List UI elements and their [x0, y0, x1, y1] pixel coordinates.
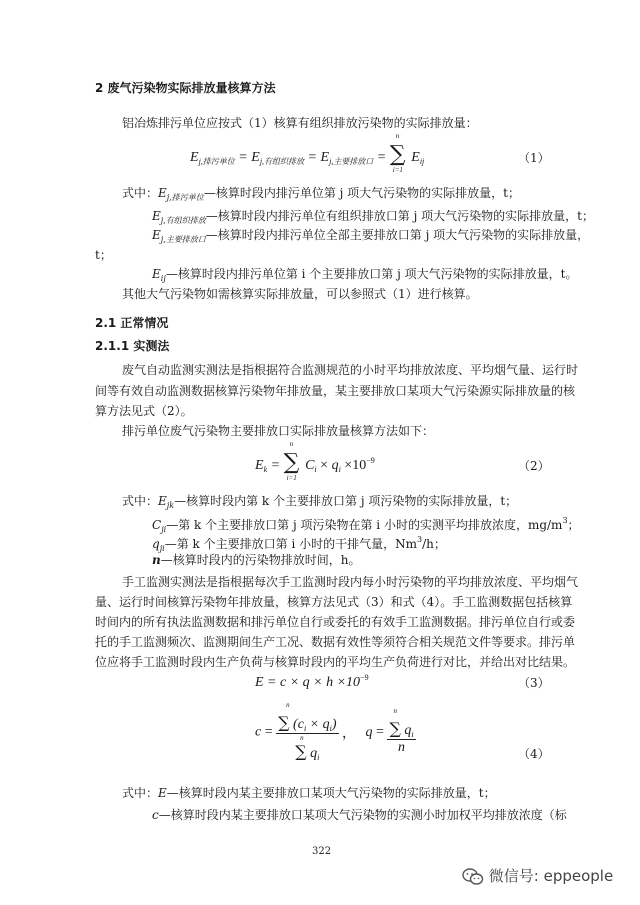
equation-2: $E_k$ = n ∑ i=1 $C_i \times q_i \times 10^{-9}$ [255, 440, 375, 482]
paragraph-3-line-4: 托的手工监测频次、监测期间生产工况、数据有效性等须符合相关规范文件等要求。排污单 [95, 635, 576, 649]
eq4-fraction-c: n ∑ $(c_i \times q_i)$ n ∑ $q_i$ [278, 701, 337, 762]
paragraph-3-line-5: 位应将手工监测时段内生产负荷与核算时段内的平均生产负荷进行对比，并给出对比结果。 [95, 655, 576, 669]
equation-number-2: （2） [518, 459, 550, 473]
definition-9: 式中：E—核算时段内某主要排放口某项大气污染物的实际排放量，t； [122, 786, 496, 800]
subsection-heading: 2.1 正常情况 [95, 316, 169, 330]
equation-1: $E_{j,排污单位} = E_{j,有组织排放} = E_{j,主要排放口}$ = n ∑ i=1 $E_{ij}$ [190, 132, 425, 174]
definition-5: 式中：$E_{jk}—$核算时段内第 k 个主要排放口第 j 项污染物的实际排放量，t； [122, 494, 518, 510]
wechat-icon [462, 868, 484, 886]
definition-6: $C_{ji}—$第 k 个主要排放口第 j 项污染物在第 i 小时的实测平均排放浓度，$mg/m^3$； [152, 516, 580, 534]
intro-text: 铝冶炼排污单位应按式（1）核算有组织排放污染物的实际排放量： [122, 116, 478, 130]
definition-8: n—核算时段内的污染物排放时间，h。 [152, 553, 361, 567]
definition-3-cont: t； [95, 248, 112, 262]
page-number: 322 [312, 846, 332, 857]
paragraph-3-line-3: 时间内的所有执法监测数据和排污单位自行或委托的有效手工监测数据。排污单位自行或委 [95, 615, 576, 629]
equation-number-3: （3） [518, 676, 550, 690]
paragraph-1-line-1: 废气自动监测实测法是指根据符合监测规范的小时平均排放浓度、平均烟气量、运行时 [122, 363, 579, 377]
paragraph-2: 排污单位废气污染物主要排放口实际排放量核算方法如下： [122, 424, 435, 438]
definition-7: $q_{ji}—$第 k 个主要排放口第 i 小时的干排气量，Nm$^3$/h； [152, 535, 446, 553]
section-heading: 2 废气污染物实际排放量核算方法 [95, 81, 276, 95]
equation-number-1: （1） [518, 151, 550, 165]
definition-2: $E_{j,有组织排放}—$核算时段内排污单位有组织排放口第 j 项大气污染物的实际排放量，t； [152, 209, 594, 225]
watermark: 微信号: eppeople [462, 865, 613, 886]
paragraph-1-line-3: 算方法见式（2）。 [95, 404, 193, 418]
definition-1: 式中：$E_{j,排污单位}—$核算时段内排污单位第 j 项大气污染物的实际排放量，t； [122, 186, 520, 202]
definition-10: c—核算时段内某主要排放口某项大气污染物的实测小时加权平均排放浓度（标 [152, 808, 567, 822]
equation-number-4: （4） [518, 747, 550, 761]
definition-4: $E_{ij}—$核算时段内排污单位第 i 个主要排放口第 j 项大气污染物的实际排放量，t。 [152, 267, 578, 283]
equation-3: $E = c \times q \times h \times 10^{-9}$ [255, 673, 369, 690]
subsubsection-heading: 2.1.1 实测法 [95, 339, 170, 353]
eq1-lhs: $E_{j,排污单位}$ [190, 150, 235, 166]
definition-3: $E_{j,主要排放口}—$核算时段内排污单位全部主要排放口第 j 项大气污染物的实际排放量， [152, 228, 590, 244]
equation-4: c = n ∑ $(c_i \times q_i)$ n ∑ $q_i$ ， q = n ∑ $q_i$ n [255, 701, 414, 762]
eq4-fraction-q: n ∑ $q_i$ n [389, 707, 414, 755]
paragraph-3-line-2: 量、运行时间核算污染物年排放量，核算方法见式（3）和式（4）。手工监测数据包括核算 [95, 595, 573, 609]
paragraph-3-line-1: 手工监测实测法是指根据每次手工监测时段内每小时污染物的平均排放浓度、平均烟气 [122, 575, 579, 589]
other-text: 其他大气污染物如需核算实际排放量，可以参照式（1）进行核算。 [122, 287, 478, 301]
paragraph-1-line-2: 间等有效自动监测数据核算污染物年排放量，某主要排放口某项大气污染源实际排放量的核 [95, 384, 576, 398]
